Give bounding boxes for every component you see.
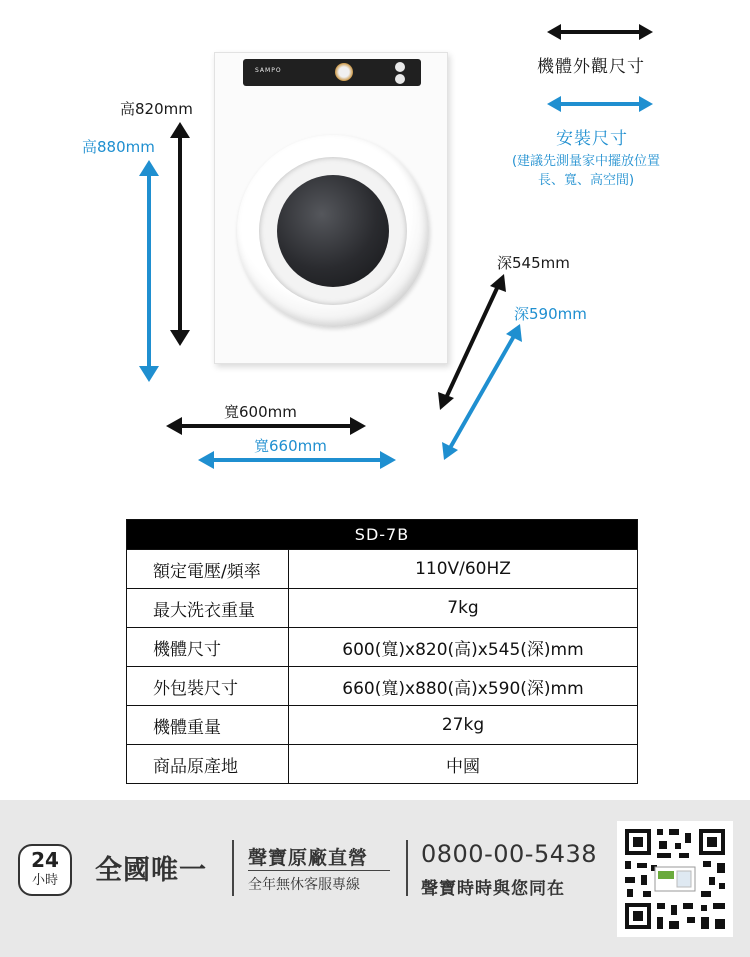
- hotline-tagline: 聲寶時時與您同在: [421, 879, 565, 899]
- height-outer-label: 高820mm: [120, 100, 193, 118]
- spec-value: 27kg: [289, 706, 638, 745]
- depth-install-arrow: [436, 322, 528, 462]
- spec-value: 110V/60HZ: [289, 550, 638, 589]
- table-row: [127, 589, 638, 628]
- install-size-note: [506, 152, 666, 190]
- outer-size-legend-label: 機體外觀尺寸: [537, 57, 645, 77]
- service-subtitle: 全年無休客服專線: [248, 877, 360, 893]
- table-row: [127, 628, 638, 667]
- divider: [406, 840, 408, 896]
- width-install-label: 寬660mm: [254, 437, 327, 455]
- badge-number: 24: [31, 848, 59, 872]
- dryer-door: [237, 135, 429, 327]
- table-row: [127, 550, 638, 589]
- dryer-product-image: [214, 52, 448, 364]
- qr-code-icon[interactable]: [617, 821, 733, 937]
- height-install-label: 高880mm: [82, 138, 155, 156]
- badge-unit: 小時: [31, 873, 58, 888]
- spec-value: 600(寬)x820(高)x545(深)mm: [289, 628, 638, 667]
- spec-label: 商品原產地: [127, 745, 289, 784]
- spec-label: 外包裝尺寸: [127, 667, 289, 706]
- 24-hour-badge: [18, 844, 72, 896]
- height-outer-arrow: [166, 120, 194, 348]
- width-outer-arrow: [164, 415, 368, 437]
- install-size-legend-arrow: [545, 94, 655, 114]
- door-glass: [277, 175, 389, 287]
- panel-button-icon: [395, 62, 405, 72]
- spec-value: 中國: [289, 745, 638, 784]
- install-size-legend-label: 安裝尺寸: [556, 129, 628, 149]
- control-panel: [243, 59, 421, 86]
- spec-label: 機體尺寸: [127, 628, 289, 667]
- spec-table: [126, 519, 638, 784]
- slogan: 全國唯一: [95, 855, 207, 886]
- spec-label: 機體重量: [127, 706, 289, 745]
- table-row: [127, 745, 638, 784]
- brand-logo: SAMPO: [255, 67, 282, 74]
- depth-install-label: 深590mm: [514, 305, 587, 323]
- program-knob-icon: [335, 63, 353, 81]
- door-ring: [259, 157, 407, 305]
- height-install-arrow: [135, 158, 163, 384]
- spec-value: 660(寬)x880(高)x590(深)mm: [289, 667, 638, 706]
- width-install-arrow: [196, 449, 398, 471]
- spec-value: 7kg: [289, 589, 638, 628]
- width-outer-label: 寬600mm: [224, 403, 297, 421]
- model-name: SD-7B: [127, 520, 638, 550]
- install-note-line1: (建議先測量家中擺放位置: [511, 154, 661, 169]
- divider: [232, 840, 234, 896]
- spec-label: 最大洗衣重量: [127, 589, 289, 628]
- panel-button-icon: [395, 74, 405, 84]
- service-title: 聲寶原廠直營: [248, 847, 369, 869]
- install-note-line2: 長、寬、高空間): [537, 173, 635, 188]
- spec-label: 額定電壓/頻率: [127, 550, 289, 589]
- table-row: [127, 667, 638, 706]
- outer-size-legend-arrow: [545, 22, 655, 42]
- spec-table-header: [127, 520, 638, 550]
- hotline-number[interactable]: 0800-00-5438: [421, 840, 598, 868]
- table-row: [127, 706, 638, 745]
- service-underline: [248, 870, 390, 871]
- depth-outer-label: 深545mm: [497, 254, 570, 272]
